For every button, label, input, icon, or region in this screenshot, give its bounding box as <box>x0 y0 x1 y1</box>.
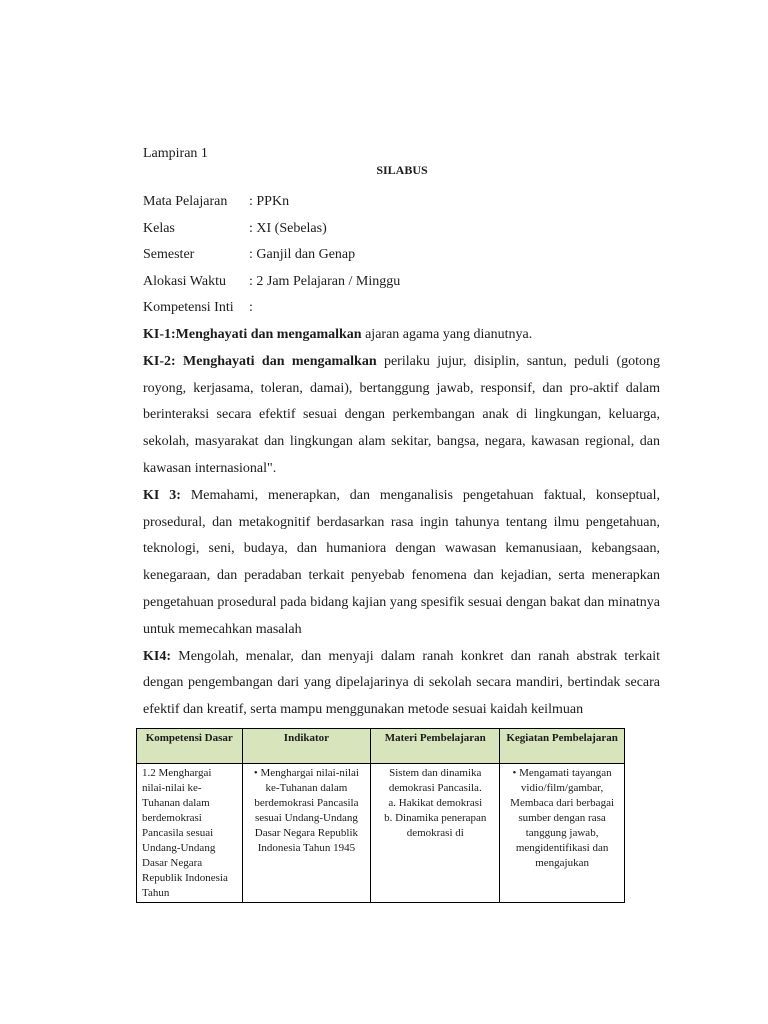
meta-value: : XI (Sebelas) <box>249 220 327 236</box>
column-header-indicator: Indikator <box>242 729 371 764</box>
ki-3-text: Memahami, menerapkan, dan menganalisis pengetahuan faktual, konseptual, prosedural, dan metakognitif berdasarkan rasa ingin tahunya tentang ilmu pengetahuan, teknologi, seni, budaya, dan humaniora dengan wawasan kemanusiaan, kebangsaan, kenegaraan, dan peradaban terkait penyebab fenomena dan kejadian, serta menerapkan pengetahuan prosedural pada bidang kajian yang spesifik sesuai dengan bakat dan minatnya untuk memecahkan masalah <box>143 487 660 637</box>
meta-row-semester <box>143 244 400 271</box>
ki-1-text: ajaran agama yang dianutnya. <box>361 327 533 342</box>
meta-row-class <box>143 218 400 245</box>
ki-1-label: KI-1: <box>143 327 176 342</box>
meta-value: : PPKn <box>249 194 290 209</box>
ki-3-paragraph <box>143 483 660 644</box>
cell-activity <box>500 764 625 903</box>
cell-text: 1.2 Menghargai nilai-nilai ke-Tuhanan dalam berdemokrasi Pancasila sesuai Undang-Undang Dasar Negara Republik Indonesia Tahun <box>142 767 228 899</box>
column-header-activity: Kegiatan Pembelajaran <box>500 729 625 764</box>
meta-label: Semester <box>143 247 195 262</box>
course-info <box>143 191 400 324</box>
cell-material <box>371 764 500 903</box>
cell-competence <box>137 764 243 903</box>
ki-4-label: KI4: <box>143 648 171 664</box>
table-row <box>137 764 625 903</box>
meta-value: : Ganjil dan Genap <box>249 247 356 262</box>
ki-4-paragraph <box>143 644 660 724</box>
ki-2-emphasis: Menghayati dan mengamalkan <box>183 353 377 369</box>
meta-label: Kompetensi Inti <box>143 300 234 315</box>
meta-row-subject <box>143 191 400 218</box>
ki-1-emphasis: Menghayati dan mengamalkan <box>175 327 362 342</box>
cell-indicator <box>242 764 371 903</box>
ki-1-paragraph <box>143 322 660 349</box>
ki-3-label: KI 3: <box>143 487 181 503</box>
meta-row-core-competence <box>143 297 400 324</box>
core-competencies <box>143 322 660 724</box>
cell-text: Sistem dan dinamika demokrasi Pancasila. a. Hakikat demokrasi b. Dinamika penerapan demokrasi di <box>384 767 487 839</box>
meta-label: Kelas <box>143 220 175 236</box>
meta-row-time-allocation <box>143 271 400 298</box>
ki-2-text: perilaku jujur, disiplin, santun, peduli (gotong royong, kerjasama, toleran, damai), bertanggung jawab, responsif, dan pro-aktif dalam berinteraksi secara efektif sesuai dengan perkembangan anak di lingkungan, keluarga, sekolah, masyarakat dan lingkungan alam sekitar, bangsa, negara, kawasan regional, dan kawasan internasional". <box>143 353 660 476</box>
cell-text: • Mengamati tayangan vidio/film/gambar, Membaca dari berbagai sumber dengan rasa tanggung jawab, mengidentifikasi dan mengajukan <box>510 767 615 869</box>
meta-label: Alokasi Waktu <box>143 273 226 289</box>
cell-text: • Menghargai nilai-nilai ke-Tuhanan dalam berdemokrasi Pancasila sesuai Undang-Undang Dasar Negara Republik Indonesia Tahun 1945 <box>253 767 359 854</box>
column-header-competence: Kompetensi Dasar <box>137 729 243 764</box>
column-header-material: Materi Pembelajaran <box>371 729 500 764</box>
document-title: SILABUS <box>376 163 428 177</box>
meta-label: Mata Pelajaran <box>143 194 228 209</box>
meta-value: : <box>249 300 253 315</box>
ki-2-label: KI-2: <box>143 353 176 369</box>
table-header-row <box>137 729 625 764</box>
meta-value: : 2 Jam Pelajaran / Minggu <box>249 273 401 289</box>
ki-2-paragraph <box>143 349 660 483</box>
appendix-label: Lampiran 1 <box>143 146 208 161</box>
syllabus-table <box>136 728 625 903</box>
ki-4-text: Mengolah, menalar, dan menyaji dalam ranah konkret dan ranah abstrak terkait dengan pengembangan dari yang dipelajarinya di sekolah secara mandiri, bertindak secara efektif dan kreatif, serta mampu menggunakan metode sesuai kaidah keilmuan <box>143 648 660 718</box>
